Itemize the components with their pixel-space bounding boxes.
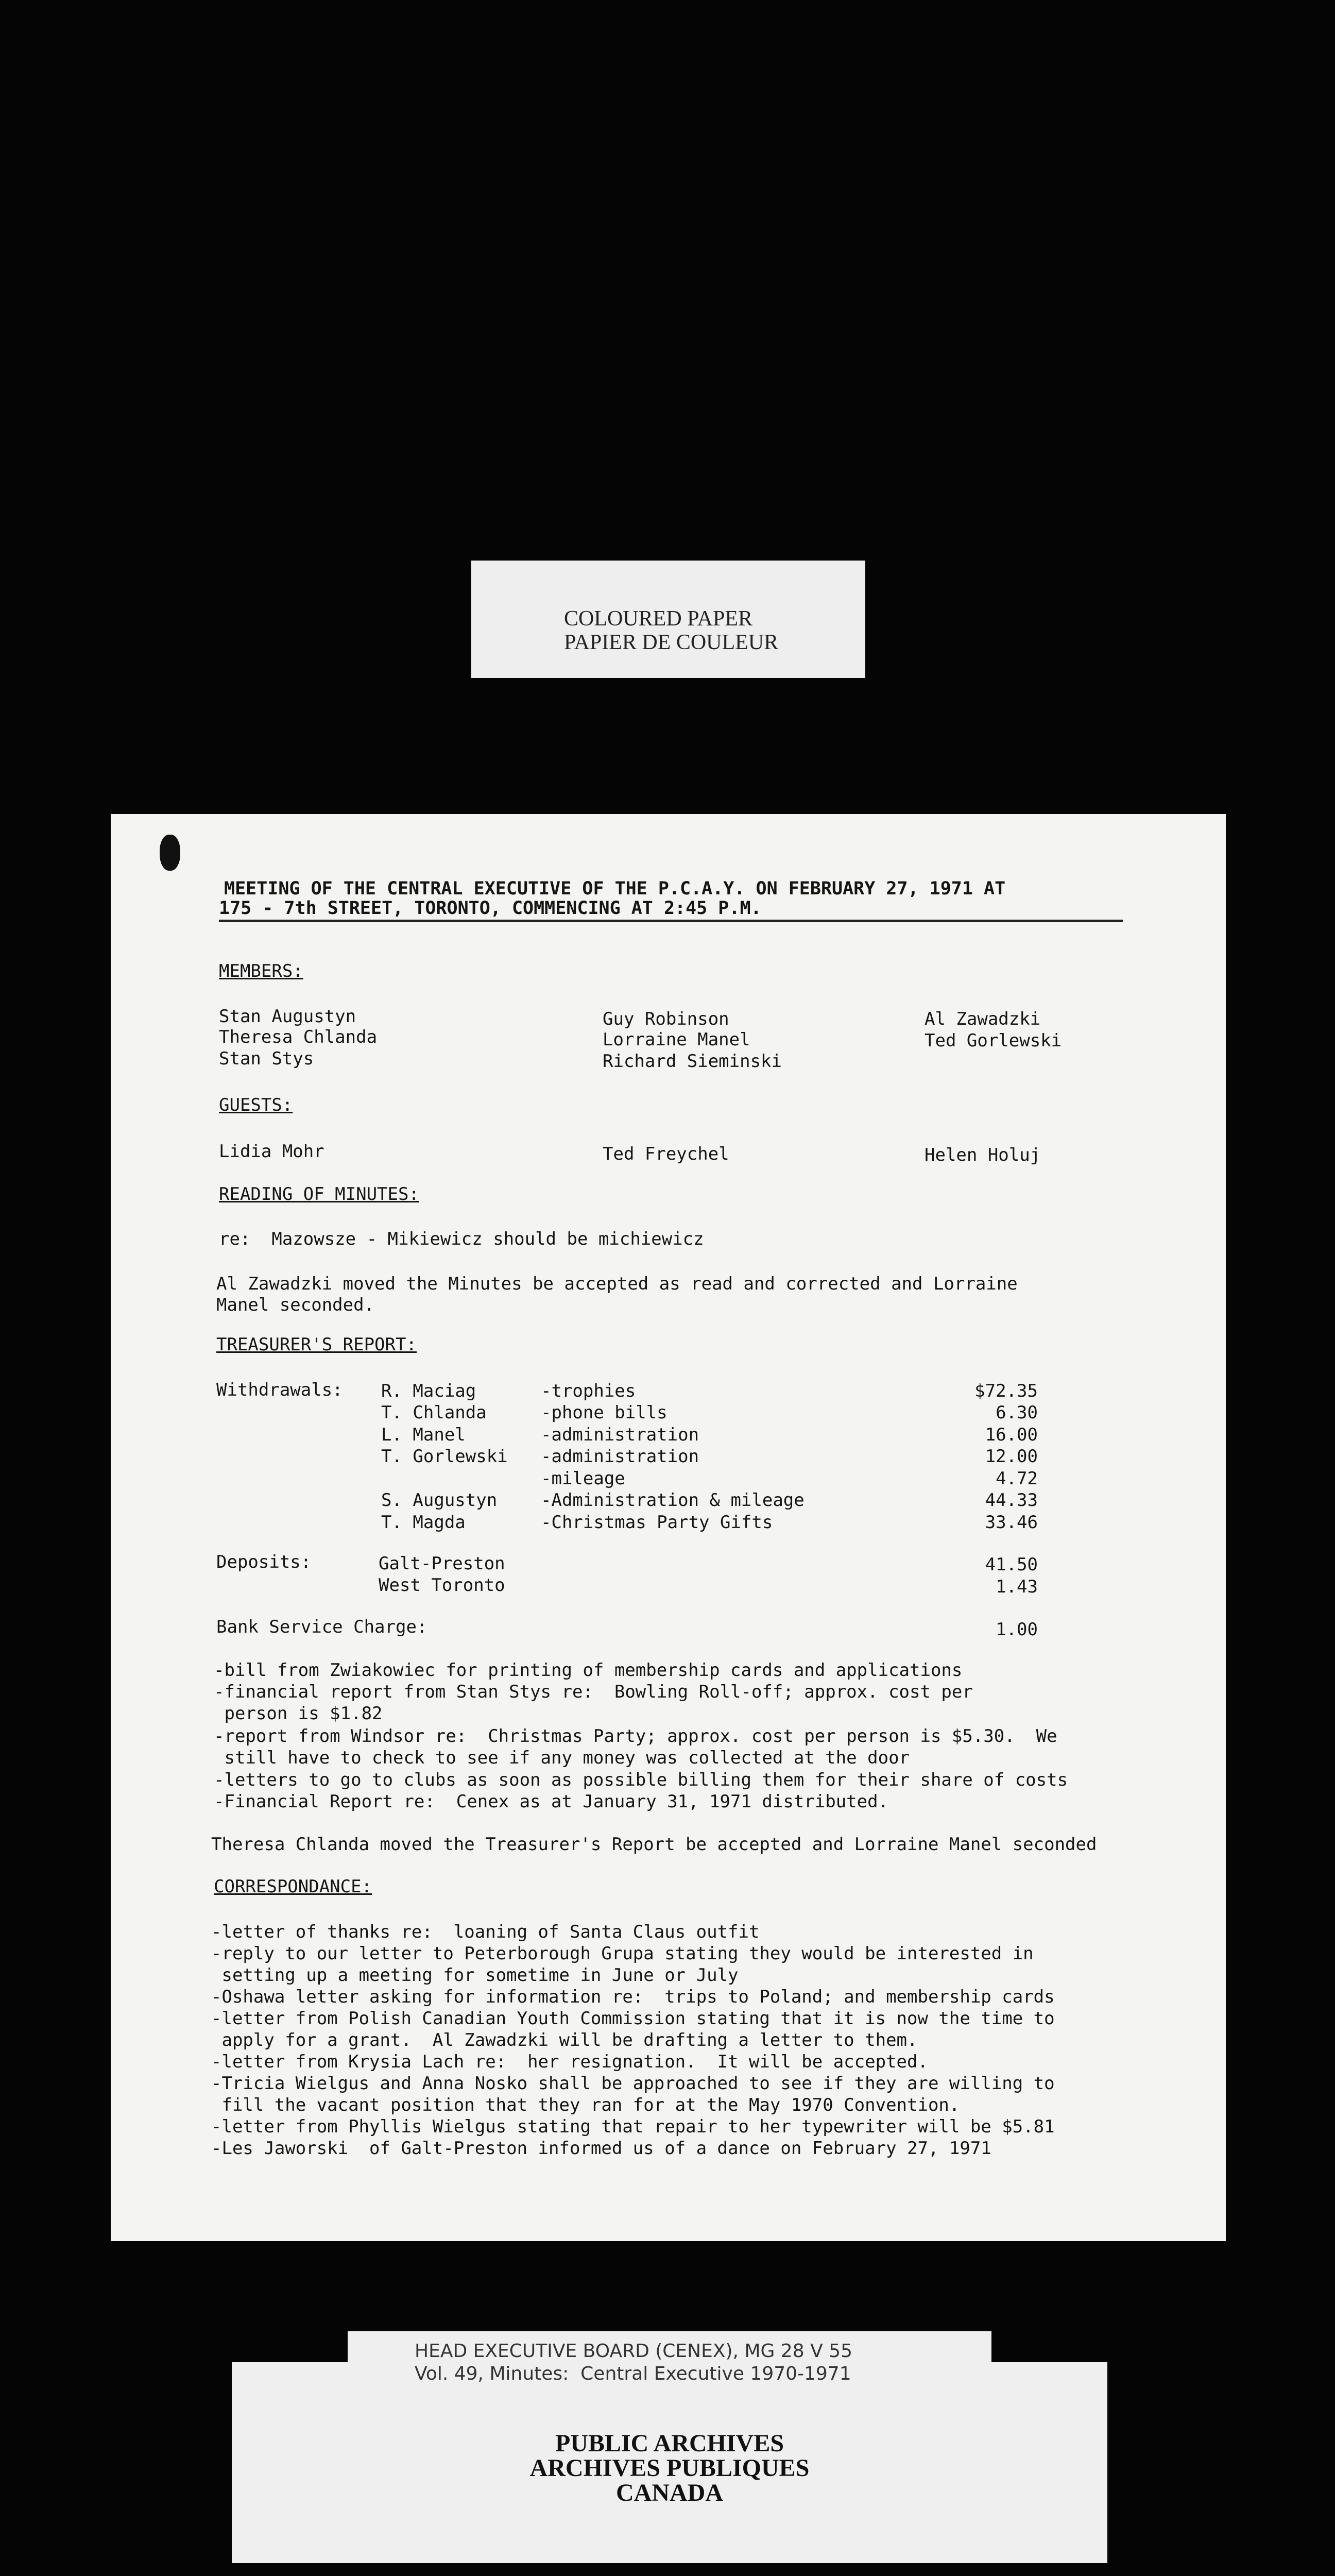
withdrawal-item: -administration (541, 1446, 699, 1467)
withdrawal-item: -phone bills (541, 1402, 668, 1423)
guest-name: Helen Holuj (925, 1145, 1041, 1165)
ink-blot (160, 835, 180, 871)
guests-heading: GUESTS: (219, 1095, 293, 1115)
correspondence-line: -letter from Polish Canadian Youth Commission stating that it is now the time to (211, 2008, 1055, 2029)
minutes-document (111, 814, 1226, 2241)
deposit-name: Galt-Preston (379, 1553, 505, 1574)
treasurer-note: -report from Windsor re: Christmas Party; approx. cost per person is $5.30. We (214, 1726, 1057, 1747)
deposit-name: West Toronto (379, 1575, 505, 1596)
withdrawal-amount: 16.00 (985, 1425, 1038, 1445)
withdrawals-label: Withdrawals: (216, 1380, 343, 1400)
withdrawal-amount: 12.00 (985, 1446, 1038, 1467)
correspondence-line: -Oshawa letter asking for information re: trips to Poland; and membership cards (211, 1987, 1055, 2007)
archive-name-fr: ARCHIVES PUBLIQUES (529, 2454, 810, 2482)
archive-country: CANADA (616, 2479, 723, 2506)
correspondence-line: apply for a grant. Al Zawadzki will be drafting a letter to them. (211, 2030, 918, 2050)
title-underline (219, 920, 1123, 922)
correspondence-line: -letter of thanks re: loaning of Santa Claus outfit (211, 1922, 760, 1942)
treasurer-note: -bill from Zwiakowiec for printing of membership cards and applications (214, 1660, 963, 1681)
withdrawal-item: -administration (541, 1425, 699, 1445)
withdrawal-amount: $72.35 (974, 1381, 1038, 1401)
withdrawal-name: L. Manel (381, 1425, 466, 1445)
member-name: Theresa Chlanda (219, 1027, 378, 1047)
archive-reference-label (348, 2331, 991, 2403)
treasurer-note: -Financial Report re: Cenex as at January 31, 1971 distributed. (214, 1791, 889, 1812)
meeting-title-line2: 175 - 7th STREET, TORONTO, COMMENCING AT 2:45 P.M. (219, 898, 762, 919)
withdrawal-item: -trophies (541, 1381, 636, 1401)
bank-charge-label: Bank Service Charge: (216, 1617, 427, 1637)
withdrawal-name: S. Augustyn (381, 1490, 498, 1511)
treasurer-note: still have to check to see if any money was collected at the door (214, 1748, 910, 1768)
coloured-paper-line1: COLOURED PAPER (564, 607, 753, 631)
coloured-paper-label (471, 561, 865, 678)
withdrawal-item: -Administration & mileage (541, 1490, 805, 1511)
member-name: Lorraine Manel (603, 1029, 750, 1050)
guest-name: Ted Freychel (603, 1144, 729, 1164)
bank-charge-amount: 1.00 (996, 1619, 1038, 1640)
member-name: Ted Gorlewski (925, 1030, 1062, 1051)
correspondence-line: -letter from Krysia Lach re: her resignation. It will be accepted. (211, 2052, 928, 2072)
archive-ref-line1: HEAD EXECUTIVE BOARD (CENEX), MG 28 V 55 (415, 2341, 852, 2362)
guest-name: Lidia Mohr (219, 1141, 324, 1162)
deposit-amount: 41.50 (985, 1554, 1038, 1575)
treasurer-note: -financial report from Stan Stys re: Bowling Roll-off; approx. cost per (214, 1682, 973, 1702)
archive-name-en: PUBLIC ARCHIVES (555, 2430, 784, 2457)
deposit-amount: 1.43 (996, 1577, 1038, 1597)
treasurer-heading: TREASURER'S REPORT: (216, 1334, 417, 1355)
archive-ref-line2: Vol. 49, Minutes: Central Executive 1970-1971 (415, 2363, 851, 2384)
member-name: Stan Augustyn (219, 1006, 356, 1027)
correspondence-line: setting up a meeting for sometime in June or July (211, 1965, 739, 1986)
members-heading: MEMBERS: (219, 961, 303, 981)
treasurer-note: person is $1.82 (214, 1703, 383, 1724)
minutes-correction: re: Mazowsze - Mikiewicz should be michiewicz (219, 1229, 704, 1249)
withdrawal-amount: 44.33 (985, 1490, 1038, 1511)
minutes-motion-line2: Manel seconded. (216, 1295, 375, 1315)
correspondence-heading: CORRESPONDANCE: (214, 1876, 372, 1897)
correspondence-line: -reply to our letter to Peterborough Grupa stating they would be interested in (211, 1943, 1034, 1964)
member-name: Richard Sieminski (603, 1051, 782, 1072)
withdrawal-amount: 6.30 (996, 1402, 1038, 1423)
withdrawal-name: T. Gorlewski (381, 1446, 508, 1467)
treasurer-motion: Theresa Chlanda moved the Treasurer's Report be accepted and Lorraine Manel seconded (211, 1834, 1097, 1855)
withdrawal-name: T. Chlanda (381, 1402, 487, 1423)
correspondence-line: -letter from Phyllis Wielgus stating that repair to her typewriter will be $5.81 (211, 2116, 1055, 2137)
withdrawal-item: -Christmas Party Gifts (541, 1512, 773, 1533)
minutes-heading: READING OF MINUTES: (219, 1184, 419, 1205)
correspondence-line: -Tricia Wielgus and Anna Nosko shall be approached to see if they are willing to (211, 2073, 1055, 2094)
withdrawal-name: R. Maciag (381, 1381, 476, 1401)
withdrawal-name: T. Magda (381, 1512, 466, 1533)
member-name: Guy Robinson (603, 1009, 729, 1029)
member-name: Stan Stys (219, 1048, 314, 1069)
minutes-motion-line1: Al Zawadzki moved the Minutes be accepted as read and corrected and Lorraine (216, 1274, 1018, 1294)
coloured-paper-line2: PAPIER DE COULEUR (564, 631, 779, 654)
correspondence-line: fill the vacant position that they ran for at the May 1970 Convention. (211, 2095, 960, 2115)
deposits-label: Deposits: (216, 1552, 312, 1572)
correspondence-line: -Les Jaworski of Galt-Preston informed us of a dance on February 27, 1971 (211, 2138, 991, 2159)
treasurer-note: -letters to go to clubs as soon as possible billing them for their share of costs (214, 1770, 1068, 1790)
withdrawal-item: -mileage (541, 1468, 625, 1489)
withdrawal-amount: 4.72 (996, 1468, 1038, 1489)
member-name: Al Zawadzki (925, 1009, 1041, 1029)
withdrawal-amount: 33.46 (985, 1512, 1038, 1533)
meeting-title-line1: MEETING OF THE CENTRAL EXECUTIVE OF THE P.C.A.Y. ON FEBRUARY 27, 1971 AT (224, 878, 1006, 899)
